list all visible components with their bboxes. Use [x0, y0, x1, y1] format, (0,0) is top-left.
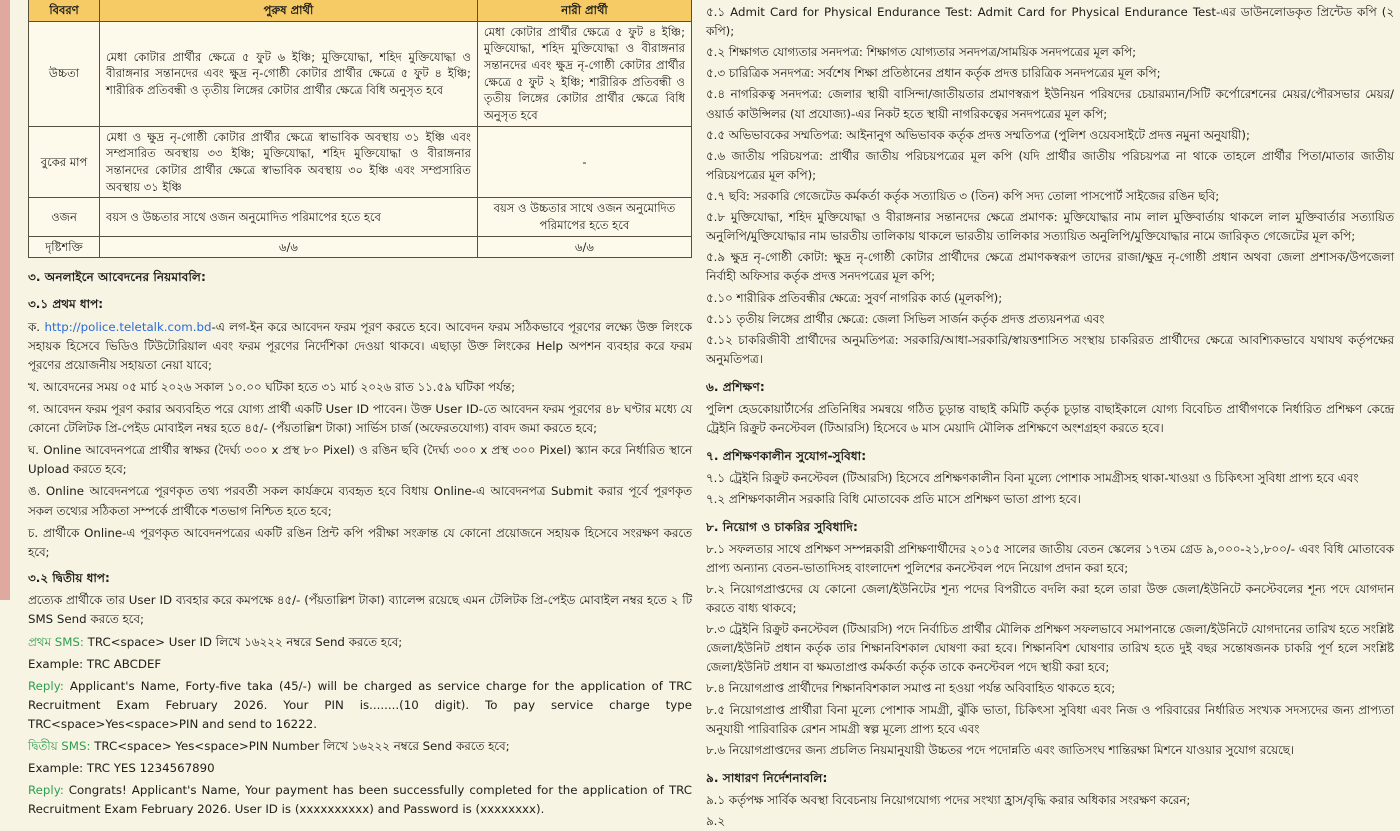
text-segment: ৯. সাধারণ নির্দেশনাবলি: [706, 770, 828, 785]
text-segment: ৫.১০ শারীরিক প্রতিবন্ধীর ক্ষেত্রে: সুবর্ণ নাগরিক কার্ড (মূলকপি); [706, 290, 1003, 305]
text-segment: ৮.২ নিয়োগপ্রাপ্তদের যে কোনো জেলা/ইউনিটের শূন্য পদের বিপরীতে বদলি করা হলে তারা উক্ত জেলা/ইউনিটে কনস্টেবলের শূন্য পদে যোগদান করতে বাধ্য থাকবে; [706, 581, 1394, 616]
text-segment: ৯.১ কর্তৃপক্ষ সার্বিক অবস্থা বিবেচনায় নিয়োগযোগ্য পদের সংখ্যা হ্রাস/বৃদ্ধি করার অধিকার সংরক্ষণ করেন; [706, 792, 1191, 807]
right-paragraph-18 [706, 540, 1394, 578]
right-paragraph-2 [706, 64, 1394, 83]
text-segment: ৭.২ প্রশিক্ষণকালীন সরকারি বিধি মোতাবেক প্রতি মাসে প্রশিক্ষণ ভাতা প্রাপ্য হবে। [706, 491, 1081, 506]
row-label: ওজন [29, 198, 100, 236]
text-segment: Congrats! Applicant's Name, Your payment has been successfully completed for the application of TRC Recruitment Exam February 2026. User ID is (xxxxxxxxxx) and Password is (xxxxxxxx). [28, 783, 692, 817]
text-segment: ৫.৯ ক্ষুদ্র নৃ-গোষ্ঠী কোটা: ক্ষুদ্র নৃ-গোষ্ঠী কোটার প্রার্থীদের ক্ষেত্রে প্রমাণকস্বরূপ তাদের রাজা/ক্ষুদ্র নৃ-গোষ্ঠী প্রধান অথবা জেলা প্রশাসক/উপজেলা নির্বাহী অফিসার কর্তৃক প্রদত্ত সনদপত্রের মূল কপি; [706, 250, 1394, 284]
text-segment: ৮.৫ নিয়োগপ্রাপ্ত প্রার্থীরা বিনা মূল্যে পোশাক সামগ্রী, ঝুঁকি ভাতা, চিকিৎসা সুবিধা এবং নিজ ও পরিবারের নির্ধারিত সংখ্যক সদস্যদের জন্য প্রাপ্যতা অনুযায়ী পারিবারিক রেশন সামগ্রী স্বল্প মূল্যে প্রাপ্য হবে এবং [706, 702, 1394, 736]
right-paragraph-7 [706, 208, 1394, 246]
left-paragraph-7 [28, 524, 692, 562]
right-paragraph-20 [706, 620, 1394, 677]
text-segment: ক. [28, 319, 45, 334]
right-paragraph-21 [706, 679, 1394, 698]
left-paragraph-13 [28, 737, 692, 756]
left-column [28, 0, 692, 817]
text-segment: ৫.৬ জাতীয় পরিচয়পত্র: প্রার্থীর জাতীয় পরিচয়পত্রের মূল কপি (যদি প্রার্থীর জাতীয় পরিচয়পত্র না থাকে তাহলে প্রার্থীর পিতা/মাতার জাতীয় পরিচয়পত্রের মূল কপি); [706, 148, 1394, 182]
text-segment: ৮.৪ নিয়োগপ্রাপ্ত প্রার্থীদের শিক্ষানবিশকাল সমাপ্ত না হওয়া পর্যন্ত অবিবাহিত থাকতে হবে; [706, 681, 1116, 696]
male-cell: ৬/৬ [100, 236, 478, 258]
green-label: দ্বিতীয় SMS: [28, 739, 91, 754]
right-heading-24 [706, 769, 1394, 789]
right-paragraph-9 [706, 289, 1394, 308]
text-segment: ৬. প্রশিক্ষণ: [706, 379, 765, 394]
text-segment: TRC<space> User ID লিখে ১৬২২২ নম্বরে Send করতে হবে; [83, 634, 403, 649]
text-segment: ৮.৬ নিয়োগপ্রাপ্তদের জন্য প্রচলিত নিয়মানুযায়ী উচ্চতর পদে পদোন্নতি এবং জাতিসংঘ শান্তিরক্ষা মিশনে যাওয়ার সুযোগ রয়েছে। [706, 742, 1295, 757]
right-paragraph-11 [706, 331, 1394, 369]
green-label: প্রথম SMS: [28, 634, 84, 649]
text-segment: ৮. নিয়োগ ও চাকরির সুবিধাদি: [706, 519, 858, 534]
text-segment: TRC<space> Yes<space>PIN Number লিখে ১৬২২২ নম্বরে Send করতে হবে; [90, 739, 510, 754]
text-segment: ৫.১ Admit Card for Physical Endurance Test: Admit Card for Physical Endurance Test-এর ডাউনলোডকৃত প্রিন্টেড কপি (২ কপি); [706, 5, 1394, 39]
right-paragraph-23 [706, 741, 1394, 760]
row-label: উচ্চতা [29, 21, 100, 126]
col-header-male-candidate: পুরুষ প্রার্থী [100, 0, 478, 21]
right-paragraph-25 [706, 791, 1394, 810]
text-segment: ৫.২ শিক্ষাগত যোগ্যতার সনদপত্র: শিক্ষাগত যোগ্যতার সনদপত্র/সাময়িক সনদপত্রের মূল কপি; [706, 45, 1137, 60]
left-paragraph-14 [28, 759, 692, 778]
table-row-3 [29, 236, 692, 258]
right-paragraph-16 [706, 490, 1394, 509]
right-column [706, 0, 1394, 828]
text-segment: ৮.১ সফলতার সাথে প্রশিক্ষণ সম্পন্নকারী প্রশিক্ষণার্থীদের ২০১৫ সালের জাতীয় বেতন স্কেলের ১৭তম গ্রেড ৯,০০০-২১,৮০০/- এবং বিধি মোতাবেক প্রাপ্য অন্যান্য বেতন-ভাতাদিসহ বাংলাদেশ পুলিশের কনস্টেবল পদে নিয়োগ প্রদান করা হবে; [706, 541, 1394, 575]
right-paragraph-5 [706, 147, 1394, 185]
text-segment: খ. আবেদনের সময় ০৫ মার্চ ২০২৬ সকাল ১০.০০ ঘটিকা হতে ৩১ মার্চ ২০২৬ রাত ১১.৫৯ ঘটিকা পর্যন্ত; [28, 379, 516, 394]
female-cell: - [477, 126, 691, 198]
right-paragraph-4 [706, 126, 1394, 145]
table-header-row [29, 0, 692, 21]
left-paragraph-12 [28, 677, 692, 734]
female-cell: ৬/৬ [477, 236, 691, 258]
text-segment: ৯.২ [706, 813, 726, 828]
text-segment: ৮.৩ ট্রেইনি রিক্রুট কনস্টেবল (টিআরসি) পদে নির্বাচিত প্রার্থীর মৌলিক প্রশিক্ষণ সফলভাবে সমাপনান্তে জেলা/ইউনিটে যোগদানের তারিখ হতে সংশ্লিষ্ট জেলা/ইউনিট প্রধান কর্তৃক তার শিক্ষানবিশকাল ঘোষণা করা হবে। শিক্ষানবিশ ঘোষণার তারিখ হতে দুই বছর সন্তোষজনক চাকরি পূর্ণ হলে সংশ্লিষ্ট জেলা/ইউনিট প্রধান বা ক্ষমতাপ্রাপ্ত কর্মকর্তা কর্তৃক তাকে কনস্টেবল পদে স্থায়ী করা হবে; [706, 622, 1394, 675]
text-segment: ৭.১ ট্রেইনি রিক্রুট কনস্টেবল (টিআরসি) হিসেবে প্রশিক্ষণকালীন বিনা মূল্যে পোশাক সামগ্রীসহ থাকা-খাওয়া ও চিকিৎসা সুবিধা প্রাপ্য হবে এবং [706, 470, 1359, 485]
col-header-description: বিবরণ [29, 0, 100, 21]
text-segment: ৫.৮ মুক্তিযোদ্ধা, শহিদ মুক্তিযোদ্ধা ও বীরাঙ্গনার সন্তানদের ক্ষেত্রে প্রমাণক: মুক্তিযোদ্ধার নাম লাল মুক্তিবার্তায় থাকলে লাল মুক্তিবার্তার সত্যায়িত অনুলিপি/মুক্তিযোদ্ধার নাম ভারতীয় তালিকায় থাকলে ভারতীয় তালিকার সত্যায়িত অনুলিপি/মুক্তিযোদ্ধার নামে জারিকৃত গেজেটের মূল কপি; [706, 210, 1394, 244]
text-segment: Example: TRC YES 1234567890 [28, 761, 215, 776]
left-heading-1 [28, 295, 692, 314]
left-edge-strip [0, 0, 10, 600]
text-segment: পুলিশ হেডকোয়ার্টার্সের প্রতিনিধির সমন্বয়ে গঠিত চূড়ান্ত বাছাই কমিটি কর্তৃক চূড়ান্ত বাছাইকালে যোগ্য বিবেচিত প্রার্থীগণকে নির্ধারিত প্রশিক্ষণ কেন্দ্রে ট্রেইনি রিক্রুট কনস্টেবল (টিআরসি) হিসেবে ৬ মাস মেয়াদি মৌলিক প্রশিক্ষণে অংশগ্রহণ করতে হবে। [706, 401, 1394, 435]
text-segment: ৫.৭ ছবি: সরকারি গেজেটেড কর্মকর্তা কর্তৃক সত্যায়িত ৩ (তিন) কপি সদ্য তোলা পাসপোর্ট সাইজের রঙিন ছবি; [706, 188, 1220, 203]
right-heading-14 [706, 447, 1394, 467]
left-paragraph-2 [28, 318, 692, 375]
row-label: দৃষ্টিশক্তি [29, 236, 100, 258]
text-segment: Applicant's Name, Forty-five taka (45/-) will be charged as service charge for the application of TRC Recruitment Exam February 2026. Your PIN is........(10 digit). To pay service charge type TRC<space>Yes<space>PIN and send to 16222. [28, 678, 692, 732]
right-paragraph-6 [706, 187, 1394, 206]
text-segment: ৩. অনলাইনে আবেদনের নিয়মাবলি: [28, 270, 206, 285]
text-segment: ৫.১২ চাকরিজীবী প্রার্থীদের অনুমতিপত্র: সরকারি/আধা-সরকারি/স্বায়ত্তশাসিত সংস্থায় চাকরিরত প্রার্থীদের ক্ষেত্রে আবশ্যিকভাবে যথাযথ কর্তৃপক্ষের অনুমতিপত্র। [706, 332, 1394, 366]
row-label: বুকের মাপ [29, 126, 100, 198]
female-cell: বয়স ও উচ্চতার সাথে ওজন অনুমোদিত পরিমাপের হতে হবে [477, 198, 691, 236]
documents-training-benefits-section [706, 3, 1394, 828]
left-paragraph-6 [28, 482, 692, 520]
left-paragraph-15 [28, 781, 692, 819]
physical-standards-table-wrap [28, 0, 692, 258]
col-header-female-candidate: নারী প্রার্থী [477, 0, 691, 21]
male-cell: মেধা ও ক্ষুদ্র নৃ-গোষ্ঠী কোটার প্রার্থীর ক্ষেত্রে স্বাভাবিক অবস্থায় ৩১ ইঞ্চি এবং সম্প্রসারিত অবস্থায় ৩৩ ইঞ্চি; মুক্তিযোদ্ধা, শহিদ মুক্তিযোদ্ধা ও বীরাঙ্গনার সন্তানদের কোটার প্রার্থীর ক্ষেত্রে স্বাভাবিক অবস্থায় ৩০ ইঞ্চি এবং সম্প্রসারিত অবস্থায় ৩১ ইঞ্চি [100, 126, 478, 198]
male-cell: বয়স ও উচ্চতার সাথে ওজন অনুমোদিত পরিমাপের হতে হবে [100, 198, 478, 236]
text-segment: ৫.১১ তৃতীয় লিঙ্গের প্রার্থীর ক্ষেত্রে: জেলা সিভিল সার্জন কর্তৃক প্রদত্ত প্রত্যয়নপত্র এবং [706, 311, 1105, 326]
left-heading-0 [28, 268, 692, 288]
right-paragraph-1 [706, 43, 1394, 62]
male-cell: মেধা কোটার প্রার্থীর ক্ষেত্রে ৫ ফুট ৬ ইঞ্চি; মুক্তিযোদ্ধা, শহিদ মুক্তিযোদ্ধা ও বীরাঙ্গনার সন্তানদের এবং ক্ষুদ্র নৃ-গোষ্ঠী কোটার প্রার্থীর ক্ষেত্রে ৫ ফুট ৪ ইঞ্চি; শারীরিক প্রতিবন্ধী ও তৃতীয় লিঙ্গের কোটার প্রার্থীর ক্ষেত্রে বিধি অনুসৃত হবে [100, 21, 478, 126]
text-segment: চ. প্রার্থীকে Online-এ পূরণকৃত আবেদনপত্রের একটি রঙিন প্রিন্ট কপি পরীক্ষা সংক্রান্ত যে কোনো প্রয়োজনে সহায়ক হিসেবে সংরক্ষণ করতে হবে; [28, 525, 692, 559]
text-segment: ৩.১ প্রথম ধাপ: [28, 297, 104, 312]
table-row-0 [29, 21, 692, 126]
left-paragraph-4 [28, 400, 692, 438]
right-heading-12 [706, 378, 1394, 398]
right-paragraph-3 [706, 85, 1394, 123]
right-clipped-line-26 [706, 812, 1394, 828]
right-paragraph-0 [706, 3, 1394, 41]
right-paragraph-13 [706, 400, 1394, 438]
physical-standards-table [28, 0, 692, 258]
left-paragraph-11 [28, 655, 692, 674]
table-row-1 [29, 126, 692, 198]
text-segment: গ. আবেদন ফরম পূরণ করার অব্যবহিত পরে যোগ্য প্রার্থী একটি User ID পাবেন। উক্ত User ID-তে আবেদন ফরম পূরণের ৪৮ ঘণ্টার মধ্যে যে কোনো টেলিটক প্রি-পেইড মোবাইল নম্বর হতে ৪৫/- (পঁয়তাল্লিশ টাকা) সার্ভিস চার্জ (অফেরতযোগ্য) বাবদ জমা করতে হবে; [28, 402, 692, 436]
right-paragraph-8 [706, 248, 1394, 286]
text-segment: -এ লগ-ইন করে আবেদন ফরম পূরণ করতে হবে। আবেদন ফরম সঠিকভাবে পূরণের লক্ষ্যে উক্ত লিংকে সহায়ক হিসেবে ভিডিও টিউটোরিয়াল এবং ফরম পূরণের নির্দেশিকা দেওয়া থাকবে। এছাড়া উক্ত লিংকের Help অপশন ব্যবহার করে ফরম পূরণের প্রয়োজনীয় সহায়তা নেয়া যাবে; [28, 319, 692, 372]
table-row-2 [29, 198, 692, 236]
right-paragraph-22 [706, 701, 1394, 739]
left-paragraph-10 [28, 633, 692, 652]
left-paragraph-9 [28, 591, 692, 629]
text-segment: প্রত্যেক প্রার্থীকে তার User ID ব্যবহার করে কমপক্ষে ৪৫/- (পঁয়তাল্লিশ টাকা) ব্যালেন্স রয়েছে এমন টেলিটক প্রি-পেইড মোবাইল নম্বর হতে ২ টি SMS Send করতে হবে; [28, 593, 692, 627]
text-segment: ৭. প্রশিক্ষণকালীন সুযোগ-সুবিধা: [706, 448, 867, 463]
text-segment: ঙ. Online আবেদনপত্রে পূরণকৃত তথ্য পরবর্তী সকল কার্যক্রমে ব্যবহৃত হবে বিধায় Online-এ আবেদনপত্র Submit করার পূর্বে পূরণকৃত সকল তথ্যের সঠিকতা সম্পর্কে প্রার্থীকে শতভাগ নিশ্চিত হতে হবে; [28, 484, 692, 518]
left-paragraph-5 [28, 441, 692, 479]
green-label: Reply: [28, 678, 64, 693]
text-segment: ৩.২ দ্বিতীয় ধাপ: [28, 570, 110, 585]
right-heading-17 [706, 518, 1394, 538]
text-segment: ৫.৩ চারিত্রিক সনদপত্র: সর্বশেষ শিক্ষা প্রতিষ্ঠানের প্রধান কর্তৃক প্রদত্ত চারিত্রিক সনদপত্রের মূল কপি; [706, 66, 1161, 81]
left-heading-8 [28, 569, 692, 588]
recruitment-notice-page [10, 0, 1400, 828]
right-paragraph-15 [706, 469, 1394, 488]
right-paragraph-10 [706, 310, 1394, 329]
left-paragraph-3 [28, 378, 692, 397]
application-url-link[interactable]: http://police.teletalk.com.bd [44, 319, 212, 334]
text-segment: Example: TRC ABCDEF [28, 656, 162, 671]
green-label: Reply: [28, 783, 64, 798]
text-segment: ৫.৫ অভিভাবকের সম্মতিপত্র: আইনানুগ অভিভাবক কর্তৃক প্রদত্ত সম্মতিপত্র (পুলিশ ওয়েবসাইটে প্রদত্ত নমুনা অনুযায়ী); [706, 127, 1251, 142]
right-paragraph-19 [706, 580, 1394, 618]
female-cell: মেধা কোটার প্রার্থীর ক্ষেত্রে ৫ ফুট ৪ ইঞ্চি; মুক্তিযোদ্ধা, শহিদ মুক্তিযোদ্ধা ও বীরাঙ্গনার সন্তানদের এবং ক্ষুদ্র নৃ-গোষ্ঠী কোটার প্রার্থীর ক্ষেত্রে ৫ ফুট ২ ইঞ্চি; শারীরিক প্রতিবন্ধী ও তৃতীয় লিঙ্গের কোটার প্রার্থীর ক্ষেত্রে বিধি অনুসৃত হবে [477, 21, 691, 126]
text-segment: ঘ. Online আবেদনপত্রে প্রার্থীর স্বাক্ষর (দৈর্ঘ্য ৩০০ x প্রস্থ ৮০ Pixel) ও রঙিন ছবি (দৈর্ঘ্য ৩০০ x প্রস্থ ৩০০ Pixel) স্ক্যান করে নির্ধারিত স্থানে Upload করতে হবে; [28, 443, 692, 477]
text-segment: ৫.৪ নাগরিকত্ব সনদপত্র: জেলার স্থায়ী বাসিন্দা/জাতীয়তার প্রমাণস্বরূপ ইউনিয়ন পরিষদের চেয়ারম্যান/সিটি কর্পোরেশনের মেয়র/পৌরসভার মেয়র/ওয়ার্ড কাউন্সিলর (যা প্রযোজ্য)-এর নিকট হতে স্থায়ী নাগরিকত্বের সনদপত্রের মূল কপি; [706, 87, 1394, 121]
online-application-rules-section [28, 268, 692, 819]
